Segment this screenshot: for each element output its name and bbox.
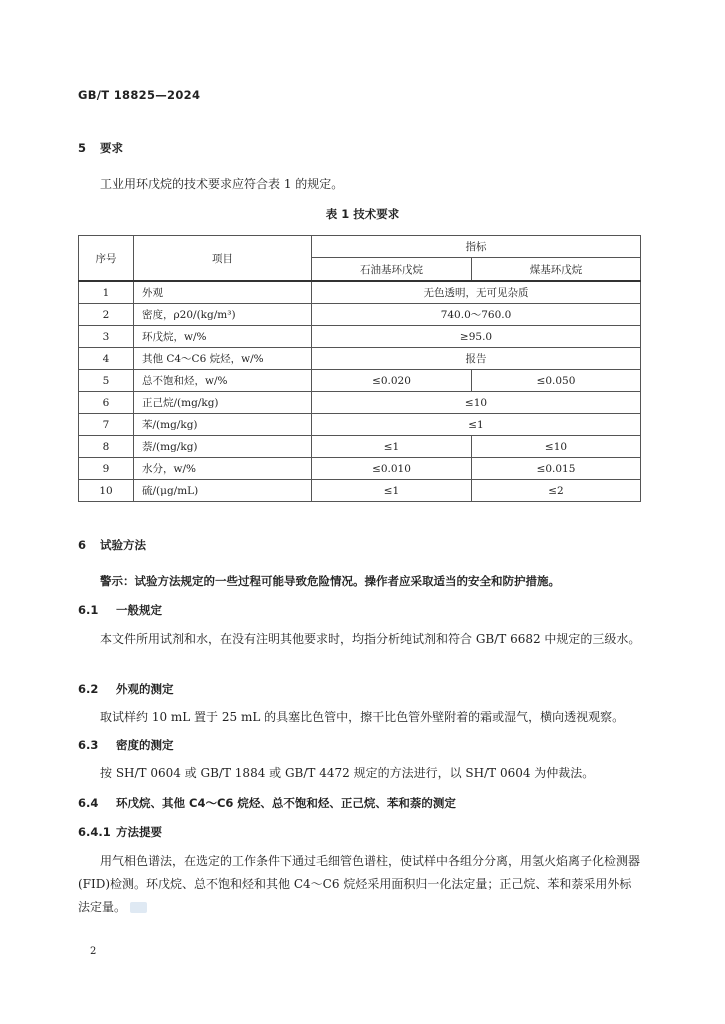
row-no: 3 xyxy=(79,326,134,348)
section-6-heading xyxy=(78,537,146,553)
row-no: 5 xyxy=(79,370,134,392)
row-value: 740.0～760.0 xyxy=(312,304,641,326)
subsection-number: 6.4.1 xyxy=(78,825,111,839)
row-no: 1 xyxy=(79,281,134,304)
row-value-coal: ≤2 xyxy=(472,480,641,502)
table-caption: 表 1 技术要求 xyxy=(325,207,400,221)
subsection-6-3-text: 按 SH/T 0604 或 GB/T 1884 或 GB/T 4472 规定的方法进行，以 SH/T 0604 为仲裁法。 xyxy=(100,766,595,780)
technical-requirements-table xyxy=(78,235,641,502)
row-item: 萘/(mg/kg) xyxy=(134,436,312,458)
table-row xyxy=(79,458,641,480)
row-item: 其他 C4～C6 烷烃，w/% xyxy=(134,348,312,370)
section-number: 5 xyxy=(78,141,87,155)
row-item: 外观 xyxy=(134,281,312,304)
subsection-number: 6.4 xyxy=(78,796,99,810)
row-value-petro: ≤1 xyxy=(312,436,472,458)
header-indicator: 指标 xyxy=(312,236,641,258)
subsection-number: 6.3 xyxy=(78,738,99,752)
page-number: 2 xyxy=(90,946,97,957)
section-title: 要求 xyxy=(100,141,123,155)
subsection-6-4-heading xyxy=(78,795,456,811)
row-item: 总不饱和烃，w/% xyxy=(134,370,312,392)
header-petro: 石油基环戊烷 xyxy=(312,258,472,281)
row-no: 8 xyxy=(79,436,134,458)
header-item: 项目 xyxy=(134,236,312,282)
row-value-coal: ≤0.050 xyxy=(472,370,641,392)
subsection-title: 一般规定 xyxy=(116,603,162,617)
row-value-petro: ≤0.010 xyxy=(312,458,472,480)
row-item: 环戊烷，w/% xyxy=(134,326,312,348)
row-value-petro: ≤0.020 xyxy=(312,370,472,392)
row-value: 报告 xyxy=(312,348,641,370)
table-row xyxy=(79,304,641,326)
watermark-icon xyxy=(130,902,147,913)
row-value: ≤10 xyxy=(312,392,641,414)
row-item: 水分，w/% xyxy=(134,458,312,480)
subsection-6-4-1-heading xyxy=(78,824,162,840)
subsection-title: 环戊烷、其他 C4～C6 烷烃、总不饱和烃、正己烷、苯和萘的测定 xyxy=(116,796,456,810)
subsection-6-2-heading xyxy=(78,681,174,697)
section-5-intro: 工业用环戊烷的技术要求应符合表 1 的规定。 xyxy=(100,177,344,191)
table-row xyxy=(79,326,641,348)
row-no: 7 xyxy=(79,414,134,436)
subsection-6-2-text: 取试样约 10 mL 置于 25 mL 的具塞比色管中，擦干比色管外壁附着的霜或湿气，横向透视观察。 xyxy=(100,710,625,724)
row-no: 2 xyxy=(79,304,134,326)
subsection-title: 方法提要 xyxy=(116,825,162,839)
table-row xyxy=(79,436,641,458)
subsection-number: 6.2 xyxy=(78,682,99,696)
row-no: 10 xyxy=(79,480,134,502)
header-coal: 煤基环戊烷 xyxy=(472,258,641,281)
row-value-coal: ≤0.015 xyxy=(472,458,641,480)
section-5-heading xyxy=(78,140,123,156)
row-item: 硫/(μg/mL) xyxy=(134,480,312,502)
section-number: 6 xyxy=(78,538,87,552)
subsection-title: 外观的测定 xyxy=(116,682,174,696)
header-no: 序号 xyxy=(79,236,134,282)
table-row xyxy=(79,480,641,502)
table-row xyxy=(79,348,641,370)
row-value: 无色透明，无可见杂质 xyxy=(312,281,641,304)
row-value-petro: ≤1 xyxy=(312,480,472,502)
row-item: 正己烷/(mg/kg) xyxy=(134,392,312,414)
table-row xyxy=(79,414,641,436)
method-summary-text: 用气相色谱法，在选定的工作条件下通过毛细管色谱柱，使试样中各组分分离，用氢火焰离子化检测器(FID)检测。环戊烷、总不饱和烃和其他 C4～C6 烷烃采用面积归一化法定量；正己烷、苯和萘采用外标法定量。 xyxy=(78,854,641,914)
safety-warning: 警示：试验方法规定的一些过程可能导致危险情况。操作者应采取适当的安全和防护措施。 xyxy=(100,574,560,588)
row-value: ≥95.0 xyxy=(312,326,641,348)
row-no: 6 xyxy=(79,392,134,414)
row-item: 密度，ρ20/(kg/m³) xyxy=(134,304,312,326)
table-row xyxy=(79,392,641,414)
subsection-6-3-heading xyxy=(78,737,174,753)
subsection-6-4-1-text xyxy=(78,850,643,919)
subsection-6-1-heading xyxy=(78,602,162,618)
section-title: 试验方法 xyxy=(100,538,146,552)
subsection-6-1-text: 本文件所用试剂和水，在没有注明其他要求时，均指分析纯试剂和符合 GB/T 6682 中规定的三级水。 xyxy=(100,632,641,646)
row-no: 4 xyxy=(79,348,134,370)
standard-header: GB/T 18825—2024 xyxy=(78,88,201,102)
table-row xyxy=(79,281,641,304)
subsection-title: 密度的测定 xyxy=(116,738,174,752)
table-row xyxy=(79,370,641,392)
row-value-coal: ≤10 xyxy=(472,436,641,458)
row-item: 苯/(mg/kg) xyxy=(134,414,312,436)
subsection-number: 6.1 xyxy=(78,603,99,617)
row-value: ≤1 xyxy=(312,414,641,436)
row-no: 9 xyxy=(79,458,134,480)
